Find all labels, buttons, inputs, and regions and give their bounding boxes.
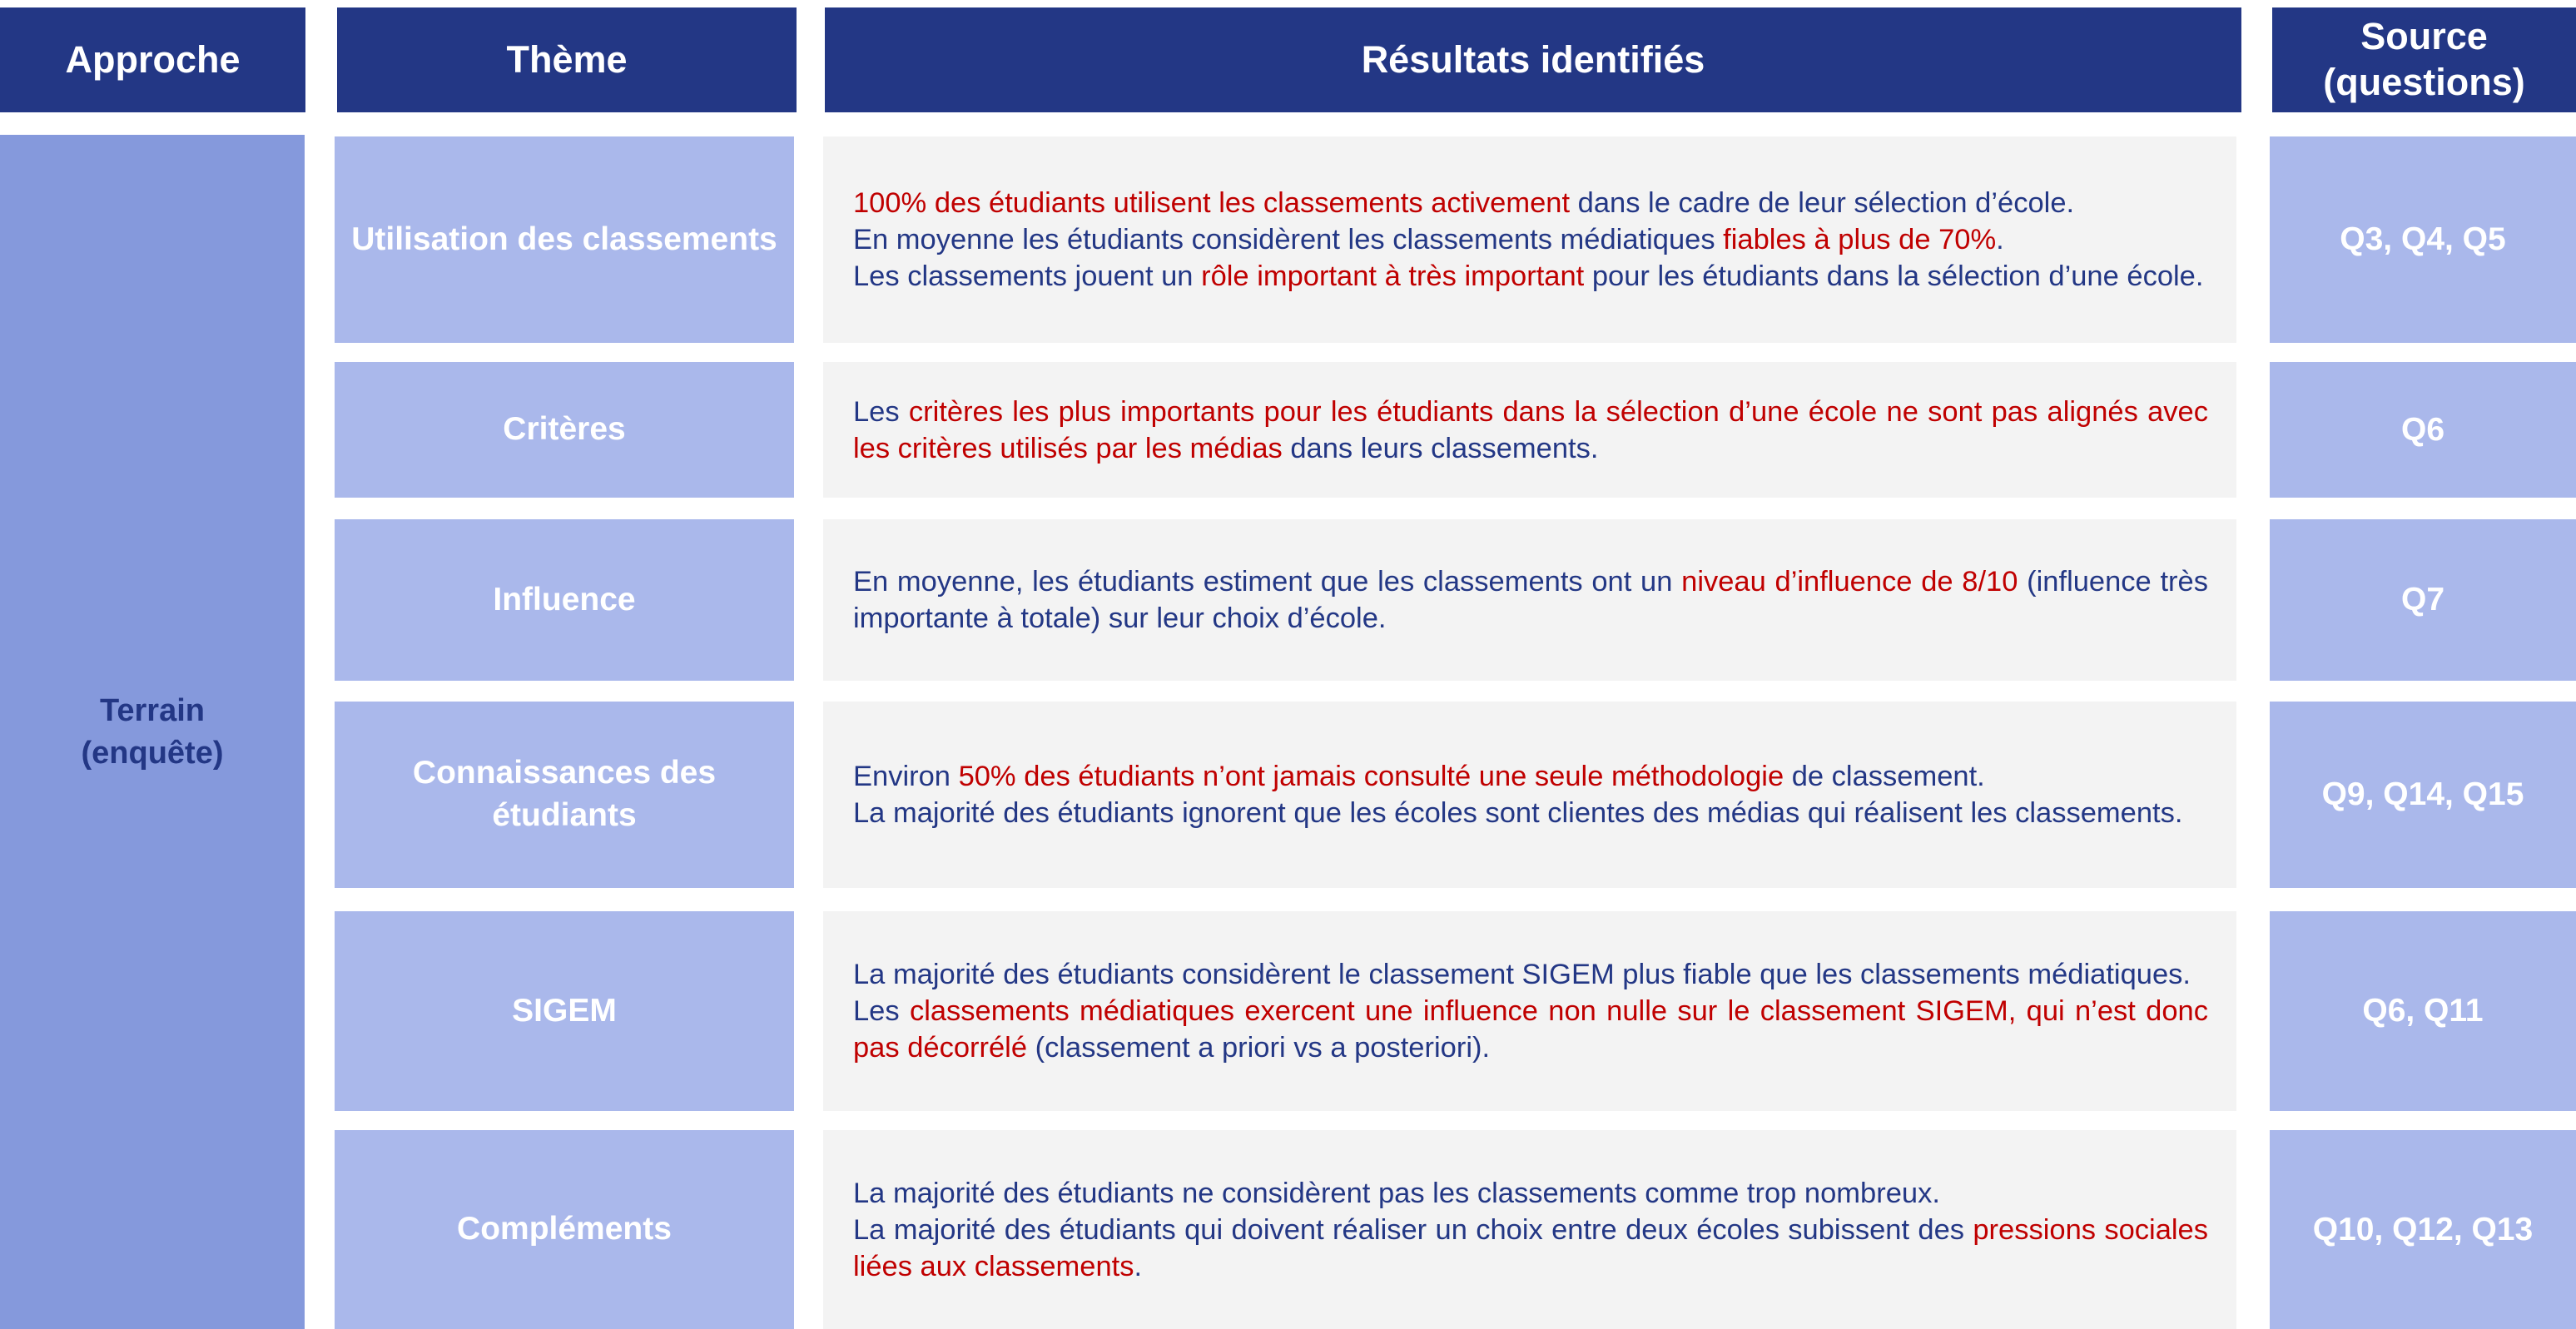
source-cell-complements bbox=[2270, 1130, 2576, 1329]
approach-line2: (enquête) bbox=[81, 735, 224, 771]
theme-cell-connaissances bbox=[335, 702, 794, 888]
source-cell-sigem bbox=[2270, 911, 2576, 1111]
result-text: pour les étudiants dans la sélection d’une école. bbox=[1584, 260, 2204, 292]
theme-label: Utilisation des classements bbox=[351, 221, 777, 257]
result-highlight: classements médiatiques exercent une influence non nulle sur le classement SIGEM, qui n’est donc pas décorrélé bbox=[853, 995, 2208, 1064]
theme-label: SIGEM bbox=[512, 992, 617, 1029]
source-label: Q3, Q4, Q5 bbox=[2340, 221, 2506, 257]
result-cell-influence bbox=[823, 519, 2236, 681]
result-cell-criteres bbox=[823, 362, 2236, 498]
header-theme-label: Thème bbox=[506, 37, 628, 81]
theme-label: Influence bbox=[493, 581, 636, 617]
result-highlight: critères les plus importants pour les étudiants dans la sélection d’une école ne sont pas alignés avec les critères utilisés par les médias bbox=[853, 395, 2208, 464]
result-paragraph bbox=[853, 1175, 2208, 1212]
result-highlight: rôle important à très important bbox=[1201, 260, 1585, 292]
result-text: Les bbox=[853, 995, 910, 1027]
theme-label: Compléments bbox=[457, 1211, 672, 1247]
result-paragraph bbox=[853, 185, 2208, 221]
result-text: (classement a priori vs a posteriori). bbox=[1027, 1032, 1491, 1064]
result-paragraph bbox=[853, 993, 2208, 1066]
result-paragraph bbox=[853, 394, 2208, 467]
result-paragraph bbox=[853, 258, 2208, 295]
result-text: La majorité des étudiants ignorent que les écoles sont clientes des médias qui réalisent les classements. bbox=[853, 797, 2183, 829]
result-cell-utilisation bbox=[823, 136, 2236, 343]
result-text: Les bbox=[853, 395, 909, 428]
header-source bbox=[2272, 7, 2576, 112]
source-cell-utilisation bbox=[2270, 136, 2576, 343]
result-text: La majorité des étudiants considèrent le classement SIGEM plus fiable que les classements médiatiques. bbox=[853, 959, 2191, 990]
source-label: Q7 bbox=[2400, 582, 2445, 617]
result-text: (influence très importante à totale) sur leur choix d’école. bbox=[853, 566, 2208, 634]
result-paragraph bbox=[853, 758, 2208, 795]
result-paragraph bbox=[853, 795, 2208, 831]
result-paragraph bbox=[853, 1212, 2208, 1285]
header-source-line2: (questions) bbox=[2323, 61, 2525, 103]
result-paragraph bbox=[853, 956, 2208, 993]
theme-label: Critères bbox=[503, 411, 626, 448]
result-highlight: 50% des étudiants n’ont jamais consulté une seule méthodologie bbox=[958, 761, 1784, 792]
source-cell-criteres bbox=[2270, 362, 2576, 498]
approach-line1: Terrain bbox=[99, 693, 205, 729]
result-cell-connaissances bbox=[823, 702, 2236, 888]
source-cell-connaissances bbox=[2270, 702, 2576, 888]
result-text: En moyenne, les étudiants estiment que les classements ont un bbox=[853, 566, 1682, 598]
header-resultats-label: Résultats identifiés bbox=[1361, 37, 1705, 81]
result-highlight: fiables à plus de 70% bbox=[1723, 224, 1997, 255]
source-label: Q6, Q11 bbox=[2362, 993, 2484, 1029]
source-label: Q6 bbox=[2400, 411, 2445, 448]
result-text: dans le cadre de leur sélection d’école. bbox=[1570, 187, 2075, 219]
theme-cell-sigem bbox=[335, 911, 794, 1111]
result-text: La majorité des étudiants ne considèrent pas les classements comme trop nombreux. bbox=[853, 1177, 1940, 1209]
source-label: Q9, Q14, Q15 bbox=[2321, 776, 2524, 812]
source-label: Q10, Q12, Q13 bbox=[2312, 1211, 2534, 1247]
result-text: dans leurs classements. bbox=[1282, 432, 1599, 464]
result-text: de classement. bbox=[1784, 761, 1985, 792]
result-cell-complements bbox=[823, 1130, 2236, 1329]
theme-cell-influence bbox=[335, 519, 794, 681]
result-text: La majorité des étudiants qui doivent réaliser un choix entre deux écoles subissent des bbox=[853, 1213, 1973, 1246]
theme-cell-utilisation bbox=[335, 136, 794, 343]
header-source-line1: Source bbox=[2360, 15, 2488, 58]
result-text: . bbox=[1134, 1250, 1143, 1282]
result-paragraph bbox=[853, 221, 2208, 258]
result-cell-sigem bbox=[823, 911, 2236, 1111]
approach-cell bbox=[0, 135, 305, 1329]
result-text: Environ bbox=[853, 761, 959, 792]
result-text: Les classements jouent un bbox=[853, 260, 1202, 292]
result-highlight: 100% des étudiants utilisent les classements activement bbox=[853, 187, 1571, 219]
result-text: En moyenne les étudiants considèrent les classements médiatiques bbox=[853, 224, 1724, 255]
result-highlight: niveau d’influence de 8/10 bbox=[1681, 566, 2018, 598]
theme-cell-criteres bbox=[335, 362, 794, 498]
result-paragraph bbox=[853, 563, 2208, 637]
header-resultats bbox=[825, 7, 2241, 112]
theme-label: Connaissances des étudiants bbox=[412, 755, 717, 833]
theme-cell-complements bbox=[335, 1130, 794, 1329]
result-highlight: pressions sociales liées aux classements bbox=[853, 1213, 2208, 1282]
header-approche-label: Approche bbox=[65, 37, 241, 81]
source-cell-influence bbox=[2270, 519, 2576, 681]
header-approche bbox=[0, 7, 305, 112]
result-text: . bbox=[1996, 224, 2004, 255]
header-theme bbox=[337, 7, 797, 112]
